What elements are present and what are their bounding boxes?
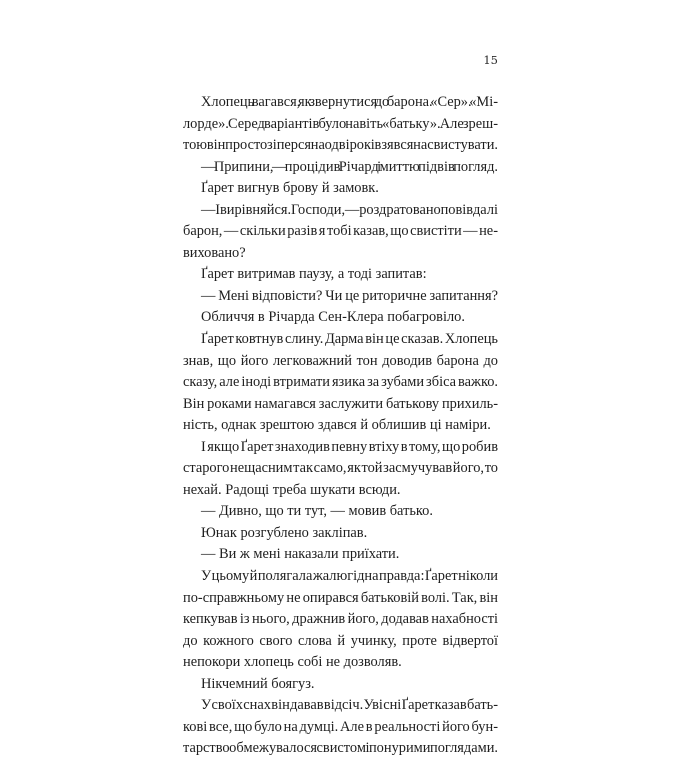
text-line: тарство обмежувалося свистом і понурими поглядами.: [183, 740, 498, 757]
text-line: кепкував із нього, дражнив його, додавав нахабності: [183, 611, 498, 628]
page-number: 15: [483, 53, 498, 67]
body-text: [183, 92, 498, 760]
text-line: непокори хлопець собі не дозволяв.: [183, 654, 402, 671]
text-line: нехай. Радощі треба шукати всюди.: [183, 481, 401, 498]
text-line: — Ви ж мені наказали приїхати.: [201, 546, 400, 563]
text-line: — Мені відповісти? Чи це риторичне запитання?: [201, 287, 498, 304]
text-line: У цьому й полягала жалюгідна правда: Ґарет ніколи: [201, 568, 498, 585]
text-line: Юнак розгублено закліпав.: [201, 524, 368, 541]
text-line: Обличчя в Річарда Сен-Клера побагровіло.: [201, 309, 465, 326]
text-line: — Дивно, що ти тут, — мовив батько.: [201, 503, 433, 520]
text-line: — Припини, — процідив Річард і миттю підвів погляд.: [201, 158, 498, 175]
text-line: І якщо Ґарет знаходив певну втіху в тому, що робив: [201, 438, 498, 455]
text-line: Ґарет витримав паузу, а тоді запитав:: [201, 266, 427, 283]
text-line: Ґарет ковтнув слину. Дарма він це сказав. Хлопець: [201, 331, 498, 348]
text-line: — І вирівняйся. Господи, — роздратовано повів далі: [201, 201, 498, 218]
text-line: ність, однак зрештою здався й облишив ці наміри.: [183, 417, 491, 434]
text-line: Хлопець вагався, як звернутися до барона. «Сер». «Мі-: [201, 94, 498, 110]
text-line: тою він просто зіперся на одвірок і взявся насвистувати.: [183, 137, 498, 154]
text-line: виховано?: [183, 244, 246, 261]
text-line: У своїх снах він давав відсіч. Уві сні Ґарет казав бать-: [201, 697, 498, 714]
text-line: Ґарет вигнув брову й замовк.: [201, 180, 379, 197]
text-line: знав, що його легковажний тон доводив барона до: [183, 352, 498, 369]
text-line: Нікчемний боягуз.: [201, 675, 315, 692]
text-line: Він роками намагався заслужити батькову прихиль-: [183, 395, 498, 412]
text-line: до кожного свого слова й учинку, проте відвертої: [183, 632, 498, 649]
text-line: сказу, але іноді втримати язика за зубами збіса важко.: [183, 374, 498, 391]
text-line: барон, — скільки разів я тобі казав, що свистіти — не-: [183, 223, 498, 240]
text-line: лорде». Серед варіантів було навіть «батьку». Але зреш-: [183, 115, 498, 132]
text-line: старого нещасним так само, як той засмучував його, то: [183, 460, 498, 477]
text-line: кові все, що було на думці. Але в реальності його бун-: [183, 718, 498, 735]
text-line: по-справжньому не опирався батьковій волі. Так, він: [183, 589, 498, 606]
